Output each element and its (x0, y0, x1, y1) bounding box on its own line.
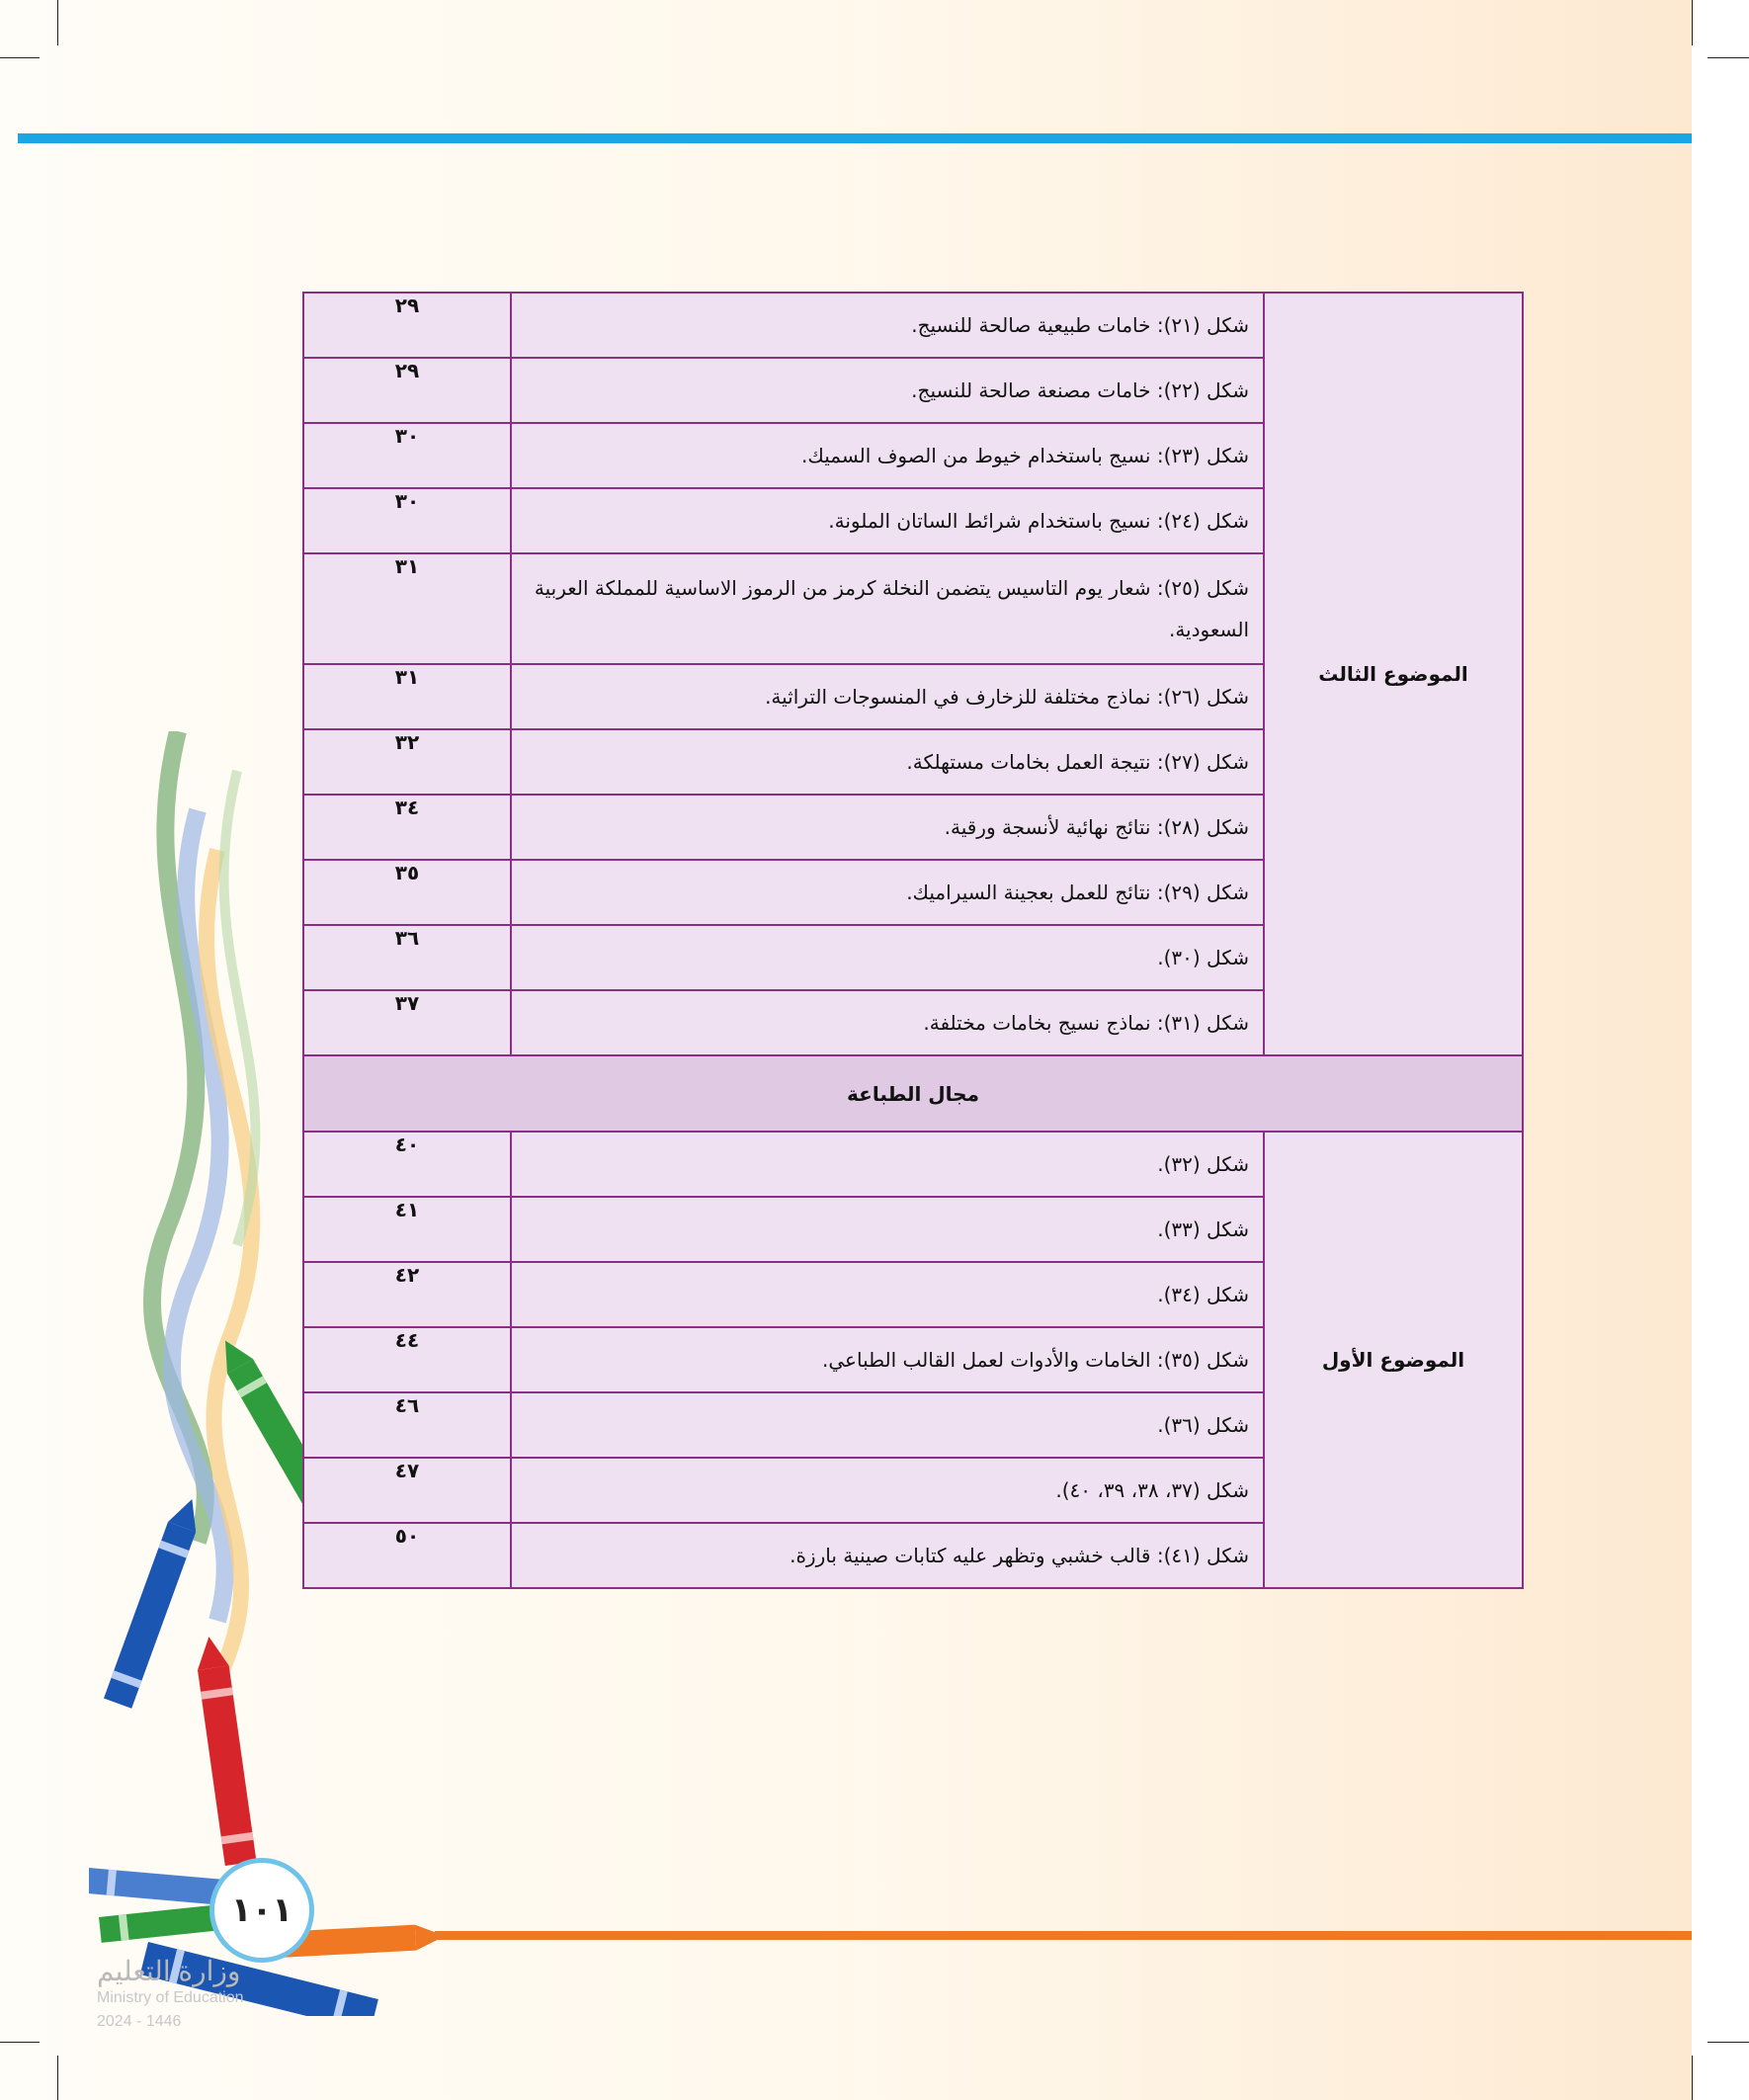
page-ref: ٢٩ (303, 358, 511, 423)
figure-caption: شكل (٣١): نماذج نسيج بخامات مختلفة. (511, 990, 1264, 1055)
figure-caption: شكل (٣٦). (511, 1392, 1264, 1458)
figure-caption: شكل (٢٩): نتائج للعمل بعجينة السيراميك. (511, 860, 1264, 925)
ministry-english: Ministry of Education (97, 1989, 244, 2006)
crop-mark (0, 2042, 40, 2043)
figure-caption: شكل (٤١): قالب خشبي وتظهر عليه كتابات صينية بارزة. (511, 1523, 1264, 1588)
page-ref: ٣٠ (303, 488, 511, 553)
figure-caption: شكل (٢٨): نتائج نهائية لأنسجة ورقية. (511, 795, 1264, 860)
figure-caption: شكل (٣٥): الخامات والأدوات لعمل القالب الطباعي. (511, 1327, 1264, 1392)
crop-mark (57, 2056, 58, 2100)
crop-mark (1692, 2056, 1693, 2100)
page-ref: ٣١ (303, 553, 511, 664)
bottom-accent-bar (435, 1931, 1692, 1940)
page-ref: ٤٦ (303, 1392, 511, 1458)
page-ref: ٣٢ (303, 729, 511, 795)
page-ref: ٥٠ (303, 1523, 511, 1588)
figure-caption: شكل (٢٦): نماذج مختلفة للزخارف في المنسوجات التراثية. (511, 664, 1264, 729)
figure-caption: شكل (٣٤). (511, 1262, 1264, 1327)
topic-3-group (303, 293, 1523, 1055)
topic-1-group (303, 1132, 1523, 1588)
figure-caption: شكل (٢٢): خامات مصنعة صالحة للنسيج. (511, 358, 1264, 423)
section-header-group (303, 1055, 1523, 1132)
figure-caption: شكل (٣٧، ٣٨، ٣٩، ٤٠). (511, 1458, 1264, 1523)
crop-mark (1707, 2042, 1749, 2043)
page-ref: ٣١ (303, 664, 511, 729)
crop-mark (1692, 0, 1693, 45)
crop-mark (0, 57, 40, 58)
figure-caption: شكل (٢٣): نسيج باستخدام خيوط من الصوف السميك. (511, 423, 1264, 488)
figure-caption: شكل (٢٤): نسيج باستخدام شرائط الساتان الملونة. (511, 488, 1264, 553)
page-ref: ٤٠ (303, 1132, 511, 1197)
figures-index-table (302, 292, 1524, 1589)
ministry-logo (97, 1955, 244, 2031)
topic-3-label: الموضوع الثالث (1264, 293, 1523, 1055)
page-ref: ٣٦ (303, 925, 511, 990)
edition-year: 2024 - 1446 (97, 2013, 182, 2030)
section-row (303, 1055, 1523, 1132)
page-ref: ٣٧ (303, 990, 511, 1055)
page-ref: ٣٤ (303, 795, 511, 860)
page-ref: ٤٧ (303, 1458, 511, 1523)
section-title: مجال الطباعة (303, 1055, 1523, 1132)
page-ref: ٤١ (303, 1197, 511, 1262)
page-ref: ٣٠ (303, 423, 511, 488)
ministry-arabic: وزارة التعليم (97, 1956, 241, 1986)
crop-mark (1707, 57, 1749, 58)
table-row (303, 293, 1523, 358)
figure-caption: شكل (٢٥): شعار يوم التاسيس يتضمن النخلة كرمز من الرموز الاساسية للمملكة العربية السعودية. (511, 553, 1264, 664)
crop-mark (57, 0, 58, 45)
page-ref: ٤٤ (303, 1327, 511, 1392)
topic-1-label: الموضوع الأول (1264, 1132, 1523, 1588)
top-accent-bar (18, 133, 1692, 143)
figure-caption: شكل (٣٢). (511, 1132, 1264, 1197)
figure-caption: شكل (٢٧): نتيجة العمل بخامات مستهلكة. (511, 729, 1264, 795)
page-ref: ٤٢ (303, 1262, 511, 1327)
figure-caption: شكل (٣٣). (511, 1197, 1264, 1262)
table-row (303, 1132, 1523, 1197)
page-number: ١٠١ (209, 1858, 314, 1963)
figure-caption: شكل (٢١): خامات طبيعية صالحة للنسيج. (511, 293, 1264, 358)
page-ref: ٢٩ (303, 293, 511, 358)
page-ref: ٣٥ (303, 860, 511, 925)
figure-caption: شكل (٣٠). (511, 925, 1264, 990)
